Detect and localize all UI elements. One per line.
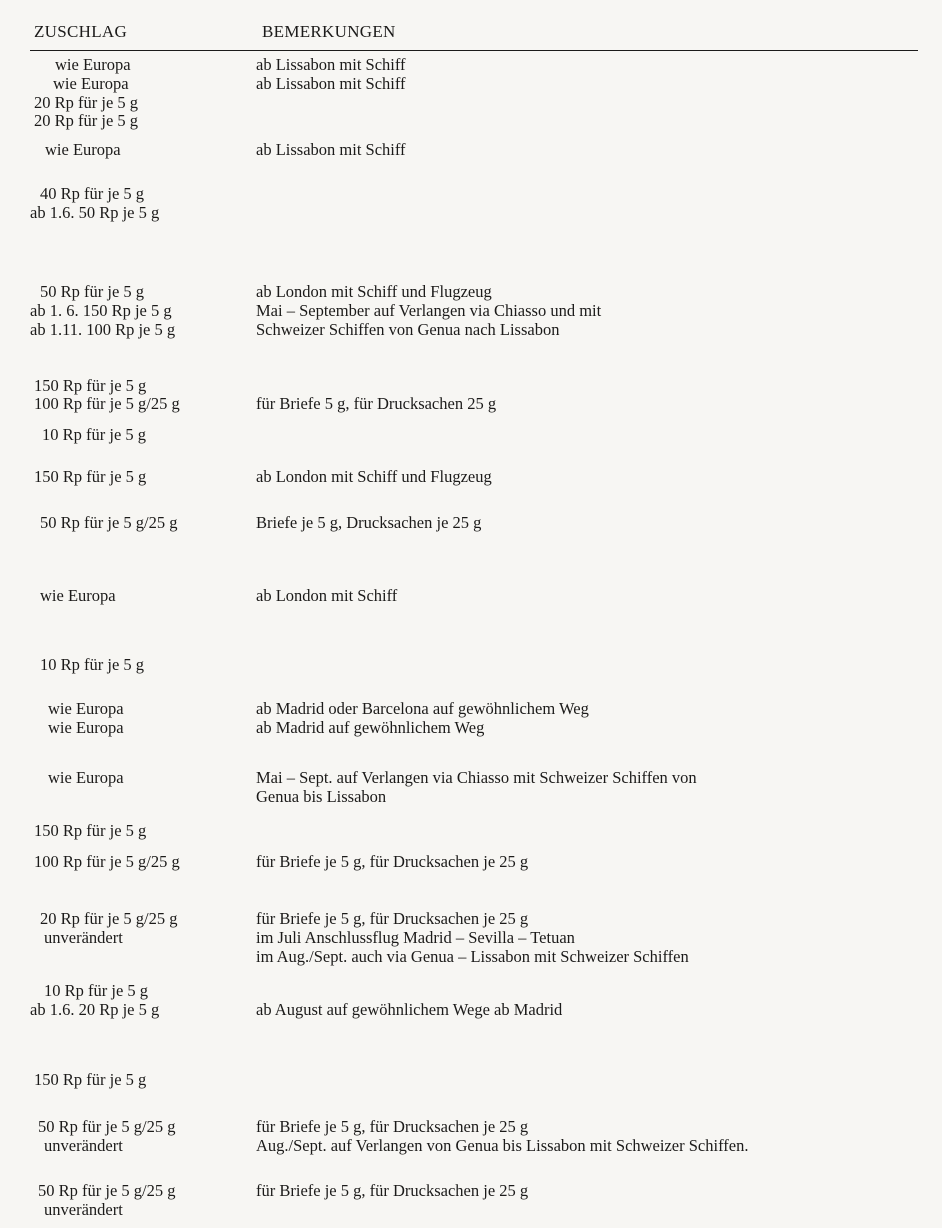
zuschlag-cell: 100 Rp für je 5 g/25 g xyxy=(34,394,180,413)
zuschlag-cell: 10 Rp für je 5 g xyxy=(44,981,149,1000)
bemerkung-cell: ab Madrid oder Barcelona auf gewöhnlichem Weg xyxy=(256,699,589,718)
bemerkung-cell: Schweizer Schiffen von Genua nach Lissabon xyxy=(256,320,560,339)
bemerkung-cell: für Briefe 5 g, für Drucksachen 25 g xyxy=(256,394,497,413)
zuschlag-cell: ab 1.11. 100 Rp je 5 g xyxy=(30,320,176,339)
bemerkung-cell: ab Lissabon mit Schiff xyxy=(256,55,406,74)
zuschlag-cell: 100 Rp für je 5 g/25 g xyxy=(34,852,180,871)
zuschlag-cell: wie Europa xyxy=(48,768,124,787)
zuschlag-cell: ab 1.6. 20 Rp je 5 g xyxy=(30,1000,160,1019)
zuschlag-cell: wie Europa xyxy=(48,699,124,718)
zuschlag-cell: 10 Rp für je 5 g xyxy=(42,425,147,444)
bemerkung-cell: Mai – Sept. auf Verlangen via Chiasso mit Schweizer Schiffen von xyxy=(256,768,697,787)
bemerkung-cell: für Briefe je 5 g, für Drucksachen je 25 g xyxy=(256,852,529,871)
zuschlag-cell: 40 Rp für je 5 g xyxy=(40,184,145,203)
zuschlag-cell: wie Europa xyxy=(53,74,129,93)
zuschlag-cell: 150 Rp für je 5 g xyxy=(34,376,147,395)
bemerkung-cell: ab London mit Schiff und Flugzeug xyxy=(256,467,492,486)
zuschlag-cell: unverändert xyxy=(44,1200,123,1219)
bemerkung-cell: ab Lissabon mit Schiff xyxy=(256,140,406,159)
bemerkung-cell: ab London mit Schiff und Flugzeug xyxy=(256,282,492,301)
zuschlag-cell: 150 Rp für je 5 g xyxy=(34,1070,147,1089)
zuschlag-cell: 50 Rp für je 5 g/25 g xyxy=(40,513,178,532)
bemerkung-cell: für Briefe je 5 g, für Drucksachen je 25 g xyxy=(256,1181,529,1200)
bemerkung-cell: Mai – September auf Verlangen via Chiasso und mit xyxy=(256,301,602,320)
bemerkung-cell: im Juli Anschlussflug Madrid – Sevilla – Tetuan xyxy=(256,928,575,947)
column-header-zuschlag: ZUSCHLAG xyxy=(34,22,128,41)
header-rule xyxy=(30,50,918,51)
zuschlag-cell: ab 1.6. 50 Rp je 5 g xyxy=(30,203,160,222)
column-header-bemerkungen: BEMERKUNGEN xyxy=(262,22,396,41)
zuschlag-cell: wie Europa xyxy=(45,140,121,159)
zuschlag-cell: 150 Rp für je 5 g xyxy=(34,821,147,840)
zuschlag-cell: 20 Rp für je 5 g xyxy=(34,93,139,112)
zuschlag-cell: wie Europa xyxy=(48,718,124,737)
zuschlag-cell: 20 Rp für je 5 g/25 g xyxy=(40,909,178,928)
bemerkung-cell: im Aug./Sept. auch via Genua – Lissabon mit Schweizer Schiffen xyxy=(256,947,689,966)
zuschlag-cell: wie Europa xyxy=(55,55,131,74)
bemerkung-cell: ab London mit Schiff xyxy=(256,586,398,605)
zuschlag-cell: wie Europa xyxy=(40,586,116,605)
bemerkung-cell: für Briefe je 5 g, für Drucksachen je 25 g xyxy=(256,1117,529,1136)
zuschlag-cell: 50 Rp für je 5 g/25 g xyxy=(38,1117,176,1136)
bemerkung-cell: ab Madrid auf gewöhnlichem Weg xyxy=(256,718,485,737)
zuschlag-cell: unverändert xyxy=(44,1136,123,1155)
zuschlag-cell: 50 Rp für je 5 g xyxy=(40,282,145,301)
bemerkung-cell: ab Lissabon mit Schiff xyxy=(256,74,406,93)
bemerkung-cell: Aug./Sept. auf Verlangen von Genua bis Lissabon mit Schweizer Schiffen. xyxy=(256,1136,749,1155)
zuschlag-cell: 10 Rp für je 5 g xyxy=(40,655,145,674)
bemerkung-cell: Briefe je 5 g, Drucksachen je 25 g xyxy=(256,513,482,532)
bemerkung-cell: ab August auf gewöhnlichem Wege ab Madrid xyxy=(256,1000,563,1019)
bemerkung-cell: für Briefe je 5 g, für Drucksachen je 25 g xyxy=(256,909,529,928)
bemerkung-cell: Genua bis Lissabon xyxy=(256,787,387,806)
zuschlag-cell: unverändert xyxy=(44,928,123,947)
zuschlag-cell: 150 Rp für je 5 g xyxy=(34,467,147,486)
zuschlag-cell: 20 Rp für je 5 g xyxy=(34,111,139,130)
zuschlag-cell: 50 Rp für je 5 g/25 g xyxy=(38,1181,176,1200)
zuschlag-cell: ab 1. 6. 150 Rp je 5 g xyxy=(30,301,172,320)
